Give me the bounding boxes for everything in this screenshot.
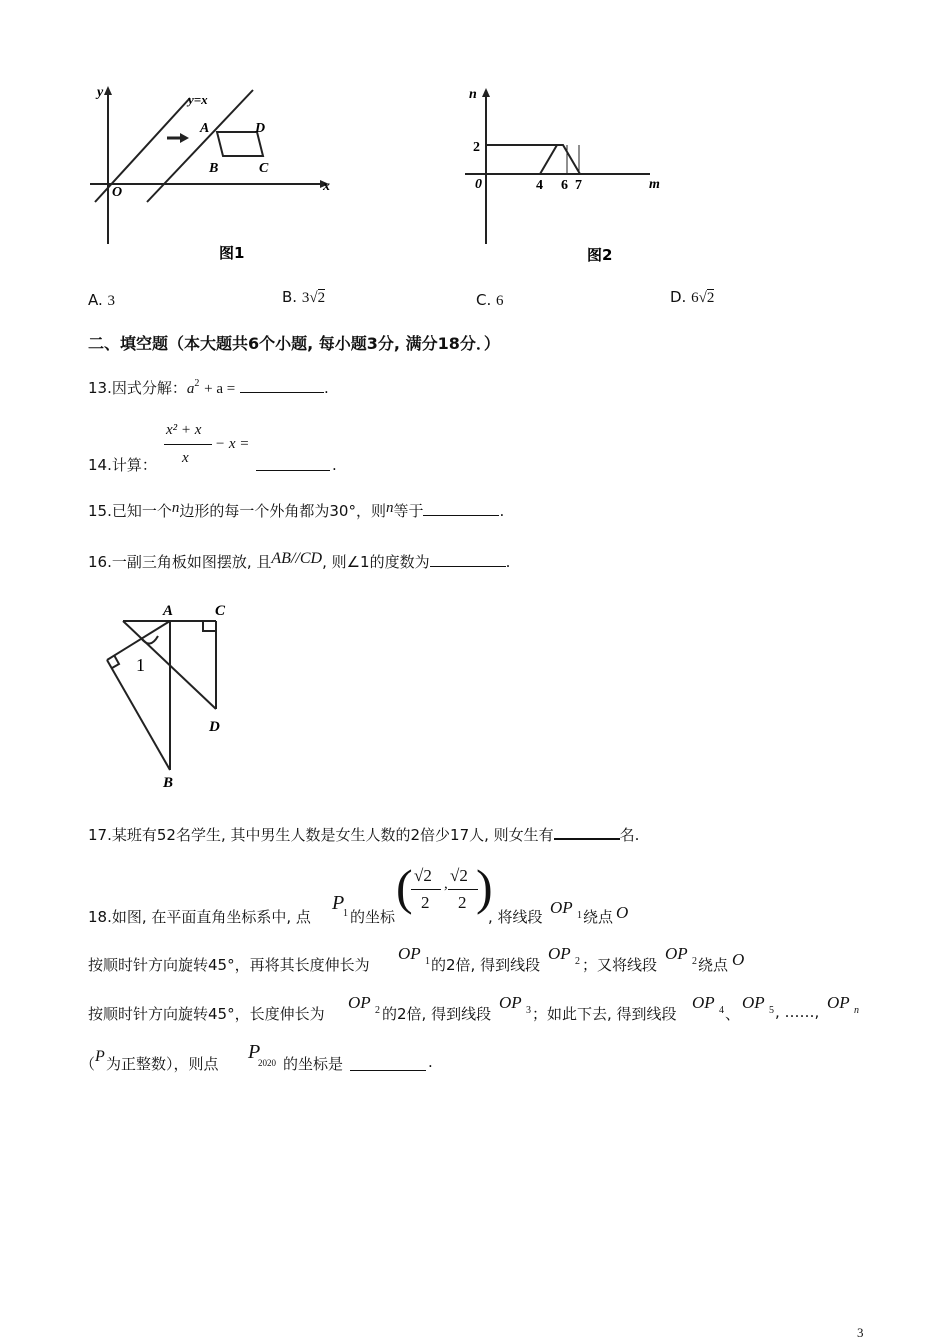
q16-angle-1: 1 — [136, 655, 145, 675]
section-2-title: 二、填空题（本大题共6个小题, 每小题3分, 满分18分．） — [88, 334, 500, 353]
fig1-x-label: x — [323, 179, 330, 194]
question-13: 13.因式分解：$a^2 + a$ = . — [88, 378, 329, 397]
fig2-x-tick-6: 6 — [561, 178, 568, 193]
fig1-origin: O — [112, 185, 123, 200]
sqrt-icon: √ — [309, 290, 318, 306]
question-17: 17.某班有52名学生, 其中男生人数是女生人数的2倍少17人, 则女生有 名. — [88, 826, 640, 844]
answer-blank-17[interactable] — [554, 824, 620, 840]
fig1-y-label: y — [97, 85, 104, 100]
fig1-caption: 图1 — [219, 244, 245, 262]
question-14: 14.计算： x² + x x − x = . — [88, 422, 337, 474]
q16-point-d: D — [209, 719, 220, 735]
fig1-arrow-icon — [180, 133, 189, 143]
fig1-point-b: B — [209, 161, 219, 176]
sqrt-icon: √ — [698, 290, 707, 306]
option-b[interactable]: B. 3√2 — [282, 288, 326, 306]
right-paren-icon: ) — [476, 859, 493, 915]
fig2-origin: 0 — [475, 177, 482, 192]
option-c[interactable]: C. 6 — [476, 291, 504, 309]
fig1-line-y-eq-x — [95, 98, 190, 202]
answer-blank-15[interactable] — [423, 501, 499, 516]
answer-blank-13[interactable] — [240, 378, 324, 393]
fig2-caption: 图2 — [587, 246, 613, 264]
answer-blank-16[interactable] — [430, 552, 506, 567]
q16-point-b: B — [163, 775, 174, 791]
q16-point-a: A — [163, 603, 174, 619]
fig2-x-tick-4: 4 — [536, 178, 543, 193]
q14-numerator: x² + x — [166, 422, 202, 438]
fig2-x-tick-7: 7 — [575, 178, 582, 193]
option-d[interactable]: D. 6√2 — [670, 288, 715, 306]
figure-2 — [455, 82, 675, 272]
fig1-line-label: y=x — [188, 92, 208, 107]
fig1-point-d: D — [255, 121, 266, 136]
q16-point-c: C — [215, 603, 226, 619]
fig2-y-label: n — [469, 87, 477, 102]
answer-blank-18[interactable] — [350, 1056, 426, 1071]
option-b-coef: 3 — [301, 290, 310, 306]
question-18: 18.如图, 在平面直角坐标系中, 点 P 1 的坐标 ( √2 2 , √2 2 ) , 将线段 OP 1 绕点 O 按顺时针方向旋转45°，再将其长度伸长为 OP 1 的2倍, 得到线段 OP 2 ；又将线段 OP 2 绕点 O 按顺时针方向旋转45°，长度伸长为 OP 2 的2倍, 得到线段 OP 3 ；如此下去, 得到线段 OP 4 、 OP 5 , ……, OP n （ P 为正整数），则点 P 2020 的坐标是 . — [80, 859, 859, 1073]
fig1-point-c: C — [259, 161, 269, 176]
fig2-graph — [486, 145, 580, 174]
page-number: 3 — [857, 1325, 864, 1340]
q14-denominator: x — [182, 450, 189, 466]
fig2-y-tick: 2 — [473, 140, 480, 155]
q16-figure — [95, 598, 245, 796]
left-paren-icon: ( — [396, 859, 413, 915]
question-16: 16.一副三角板如图摆放, 且AB//CD, 则∠1的度数为 . — [88, 550, 511, 571]
answer-blank-14[interactable] — [256, 456, 330, 471]
fig2-x-label: m — [649, 177, 660, 192]
question-15: 15.已知一个n边形的每一个外角都为30°，则n等于 . — [88, 500, 505, 520]
option-a[interactable]: A. 3 — [88, 291, 116, 309]
fig1-point-a: A — [200, 121, 210, 136]
figure-1 — [85, 82, 345, 272]
option-d-coef: 6 — [691, 290, 699, 306]
